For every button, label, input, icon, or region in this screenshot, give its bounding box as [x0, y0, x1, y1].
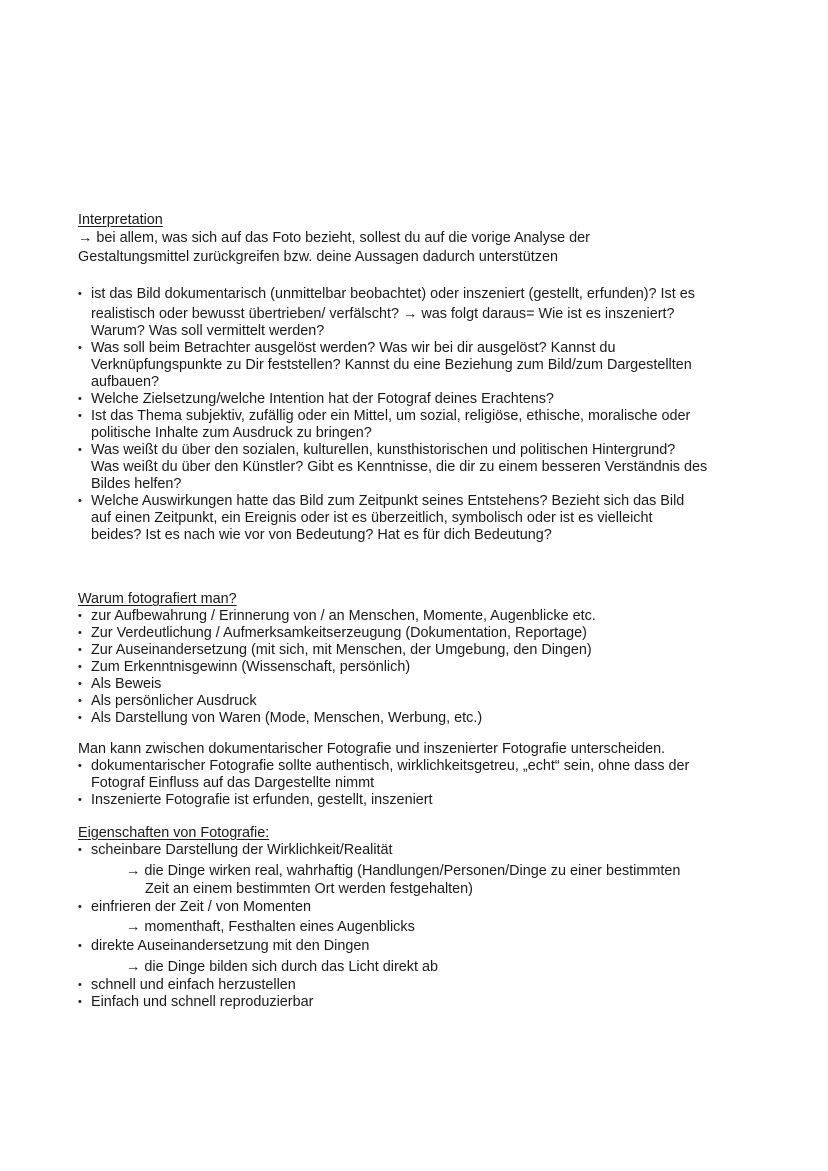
eigenschaften-section	[78, 825, 758, 1011]
interpretation-intro-line-1: → bei allem, was sich auf das Foto bezieht, sollest du auf die vorige Analyse der	[78, 230, 590, 246]
list-item: • direkte Auseinandersetzung mit den Dingen	[78, 938, 758, 955]
sub-item: → momenthaft, Festhalten eines Augenblicks	[126, 919, 415, 935]
eigenschaften-list	[78, 899, 758, 916]
interpretation-section	[78, 212, 758, 266]
list-item: • einfrieren der Zeit / von Momenten	[78, 899, 758, 916]
list-item: • scheinbare Darstellung der Wirklichkeit/Realität	[78, 842, 758, 859]
list-item: • Was soll beim Betrachter ausgelöst werden? Was wir bei dir ausgelöst? Kannst du Verknüpfungspunkte zu Dir feststellen? Kannst du eine Beziehung zum Bild/zum Dargestellten aufbauen?	[78, 340, 758, 391]
eigenschaften-heading: Eigenschaften von Fotografie:	[78, 825, 270, 841]
arten-section	[78, 741, 758, 809]
warum-list	[78, 608, 758, 727]
list-item: • Ist das Thema subjektiv, zufällig oder ein Mittel, um sozial, religiöse, ethische, moralische oder politische Inhalte zum Ausdruck zu bringen?	[78, 408, 758, 442]
arten-list	[78, 758, 758, 809]
sub-item: → die Dinge bilden sich durch das Licht direkt ab	[126, 959, 438, 975]
list-item: • Was weißt du über den sozialen, kulturellen, kunsthistorischen und politischen Hintergrund? Was weißt du über den Künstler? Gibt es Kenntnisse, die dir zu einem besseren Verständnis des Bildes helfen?	[78, 442, 758, 493]
sub-item: → die Dinge wirken real, wahrhaftig (Handlungen/Personen/Dinge zu einer bestimmten Zeit an einem bestimmten Ort werden festgehalten)	[126, 863, 681, 897]
list-item: • Als Darstellung von Waren (Mode, Menschen, Werbung, etc.)	[78, 710, 758, 727]
list-item: • schnell und einfach herzustellen	[78, 977, 758, 994]
list-item: • Als persönlicher Ausdruck	[78, 693, 758, 710]
list-item: • zur Aufbewahrung / Erinnerung von / an Menschen, Momente, Augenblicke etc.	[78, 608, 758, 625]
warum-heading: Warum fotografiert man?	[78, 591, 237, 607]
warum-section	[78, 591, 758, 727]
arten-intro: Man kann zwischen dokumentarischer Fotografie und inszenierter Fotografie unterscheiden.	[78, 741, 666, 757]
list-item: • Zum Erkenntnisgewinn (Wissenschaft, persönlich)	[78, 659, 758, 676]
list-item: • Welche Zielsetzung/welche Intention hat der Fotograf deines Erachtens?	[78, 391, 758, 408]
eigenschaften-list	[78, 842, 758, 859]
eigenschaften-list	[78, 938, 758, 955]
list-item: • Zur Auseinandersetzung (mit sich, mit Menschen, der Umgebung, den Dingen)	[78, 642, 758, 659]
list-item: • Zur Verdeutlichung / Aufmerksamkeitserzeugung (Dokumentation, Reportage)	[78, 625, 758, 642]
list-item: • Einfach und schnell reproduzierbar	[78, 994, 758, 1011]
list-item: • Inszenierte Fotografie ist erfunden, gestellt, inszeniert	[78, 792, 758, 809]
interpretation-intro-line-2: Gestaltungsmittel zurückgreifen bzw. deine Aussagen dadurch unterstützen	[78, 249, 558, 265]
list-item: • Welche Auswirkungen hatte das Bild zum Zeitpunkt seines Entstehens? Bezieht sich das Bild auf einen Zeitpunkt, ein Ereignis oder ist es überzeitlich, symbolisch oder ist es vielleicht beides? Ist es nach wie vor von Bedeutung? Hat es für dich Bedeutung?	[78, 493, 758, 544]
list-item: • ist das Bild dokumentarisch (unmittelbar beobachtet) oder inszeniert (gestellt, erfunden)? Ist es realistisch oder bewusst übertrieben/ verfälscht? → was folgt daraus= Wie ist es inszeniert? Warum? Was soll vermittelt werden?	[78, 286, 758, 340]
list-item: • dokumentarischer Fotografie sollte authentisch, wirklichkeitsgetreu, „echt“ sein, ohne dass der Fotograf Einfluss auf das Dargestellte nimmt	[78, 758, 758, 792]
eigenschaften-list	[78, 977, 758, 1011]
interpretation-questions	[78, 286, 758, 544]
interpretation-heading: Interpretation	[78, 212, 163, 228]
list-item: • Als Beweis	[78, 676, 758, 693]
